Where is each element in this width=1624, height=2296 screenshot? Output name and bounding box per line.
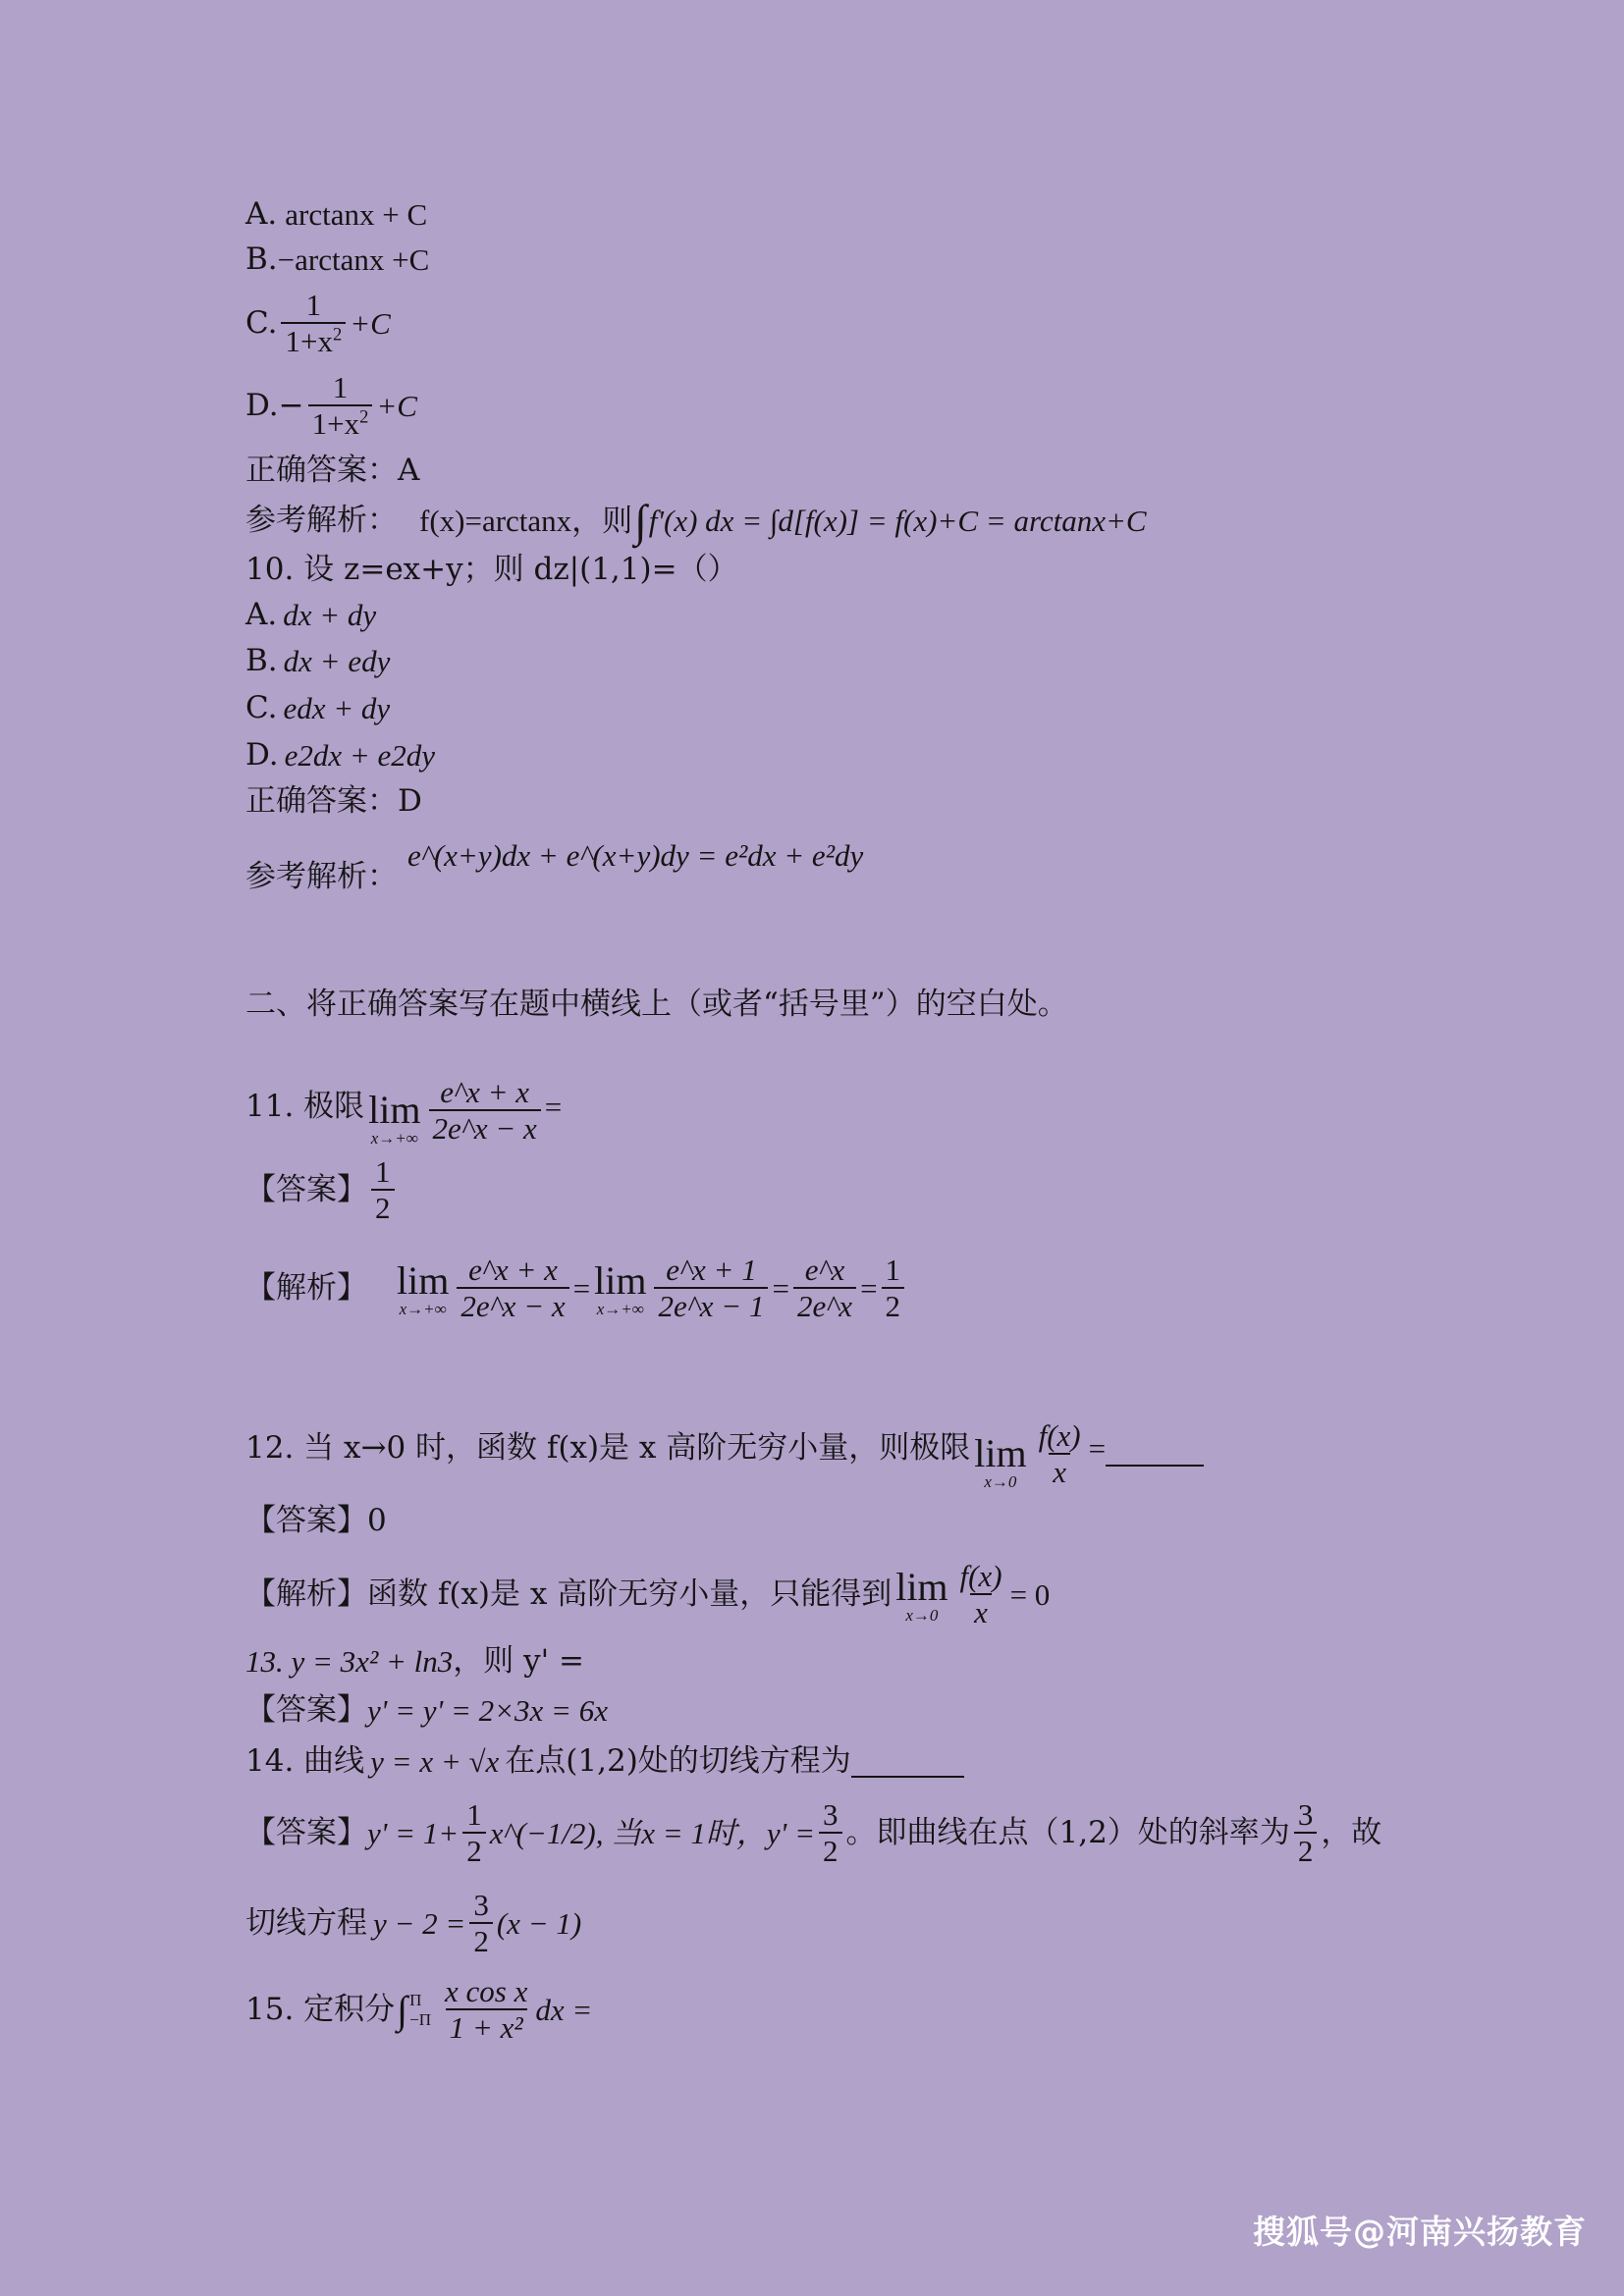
limit	[397, 1257, 450, 1318]
fraction-numerator: f(x)	[959, 1559, 1002, 1594]
fraction-numerator: x cos x	[445, 1974, 528, 2009]
option-text: dx + dy	[283, 598, 377, 633]
limit	[368, 1088, 421, 1148]
q12-stem	[245, 1343, 1424, 1490]
analysis-text: 【解析】函数 f(x)是 x 高阶无穷小量，只能得到	[245, 1576, 893, 1613]
option-prefix: C.	[245, 305, 278, 342]
lim-subscript: x→+∞	[399, 1299, 447, 1318]
fraction-numerator: 3	[473, 1888, 489, 1923]
equals-sign: =	[572, 1271, 591, 1307]
analysis-text: f(x)=arctanx，则	[419, 504, 633, 539]
option-prefix: A.	[245, 597, 278, 633]
fraction	[956, 1560, 1006, 1630]
q10-option-a	[245, 593, 1424, 638]
lim-word: lim	[368, 1088, 421, 1132]
fraction-denominator: 1 + x²	[446, 2008, 527, 2046]
fraction-denominator: $1+x^2$	[281, 322, 346, 359]
fraction-numerator: 1	[466, 1797, 482, 1833]
fraction-numerator: f(x)	[1038, 1418, 1081, 1454]
section-title: 二、将正确答案写在题中横线上（或者“括号里”）的空白处。	[245, 987, 1068, 1023]
fraction-numerator: e^x + 1	[666, 1253, 757, 1288]
denominator-text: 1+x	[311, 406, 360, 442]
fraction	[462, 1798, 486, 1869]
q10-option-c	[245, 685, 1424, 732]
answer-blank	[851, 1746, 964, 1778]
answer-math: y − 2 =	[373, 1906, 466, 1942]
fraction-numerator: 1	[305, 288, 322, 323]
fraction-denominator: 2e^x − 1	[654, 1287, 768, 1324]
fraction-numerator: e^x + x	[440, 1075, 530, 1110]
watermark: 搜狐号@河南兴扬教育	[1253, 2213, 1587, 2251]
denominator-text: 1+x	[285, 324, 333, 359]
lim-subscript: x→+∞	[370, 1129, 418, 1148]
q12-analysis	[245, 1553, 1424, 1637]
fraction	[469, 1889, 493, 1959]
answer-text: 。即曲线在点（1,2）处的斜率为	[845, 1815, 1290, 1851]
fraction	[441, 1975, 531, 2046]
answer-math: y' = y' = 2×3x = 6x	[367, 1693, 608, 1729]
fraction	[793, 1254, 856, 1324]
answer-label: 【答案】	[245, 1815, 367, 1851]
section-heading	[245, 895, 1424, 1029]
q10-answer	[245, 779, 1424, 825]
fraction	[457, 1254, 568, 1324]
limit	[594, 1257, 647, 1318]
equals-sign: =	[772, 1271, 789, 1307]
fraction	[1035, 1419, 1085, 1490]
lim-subscript: x→+∞	[596, 1299, 644, 1318]
q9-analysis	[245, 495, 1424, 548]
option-prefix: A.	[245, 196, 278, 233]
analysis-math: e^(x+y)dx + e^(x+y)dy = e²dx + e²dy	[407, 838, 864, 874]
integral-sign: ∫	[397, 1988, 408, 2032]
q11-answer	[245, 1147, 1424, 1235]
question-math: 13. y = 3x² + ln3	[245, 1644, 454, 1680]
equals-sign: =	[860, 1271, 878, 1307]
lim-subscript: x→0	[905, 1605, 939, 1625]
q12-answer	[245, 1490, 1424, 1553]
answer-label: 【答案】	[245, 1692, 367, 1729]
option-tail: +C	[350, 306, 391, 342]
q14-answer-line2	[245, 1879, 1424, 1969]
q9-answer	[245, 448, 1424, 495]
answer-text: 切线方程	[245, 1905, 367, 1942]
fraction-denominator: 2	[819, 1832, 842, 1869]
analysis-math: f'(x) dx = ∫d[f(x)] = f(x)+C = arctanx+C	[648, 504, 1147, 539]
lower-limit: −Π	[409, 2010, 431, 2029]
q10-option-b	[245, 638, 1424, 685]
option-prefix: B.	[245, 241, 278, 278]
fraction-numerator: 1	[332, 370, 349, 405]
analysis-tail: = 0	[1009, 1577, 1051, 1613]
q9-option-a	[245, 192, 1424, 238]
analysis-label: 参考解析：	[245, 859, 398, 895]
question-tail: 在点(1,2)处的切线方程为	[505, 1743, 851, 1780]
fraction	[281, 289, 346, 359]
answer-math: y' = 1+	[367, 1816, 460, 1851]
fraction-denominator: 2	[1294, 1832, 1318, 1869]
answer-text: ，故	[1321, 1815, 1382, 1851]
option-text: −arctanx +C	[277, 242, 430, 278]
answer-blank	[1106, 1435, 1204, 1467]
q10-option-d	[245, 732, 1424, 779]
answer-math: x^(−1/2), 当x = 1时，y' =	[489, 1816, 815, 1851]
fraction-denominator: 2	[469, 1922, 493, 1959]
option-prefix: D.−	[245, 388, 304, 424]
q13-stem	[245, 1637, 1424, 1686]
q9-option-c	[245, 283, 1424, 365]
q14-stem	[245, 1735, 1424, 1789]
lim-word: lim	[397, 1257, 450, 1303]
q10-stem	[245, 548, 1424, 593]
lim-word: lim	[895, 1564, 948, 1609]
fraction-denominator: $1+x^2$	[308, 404, 373, 442]
option-text: arctanx + C	[285, 197, 428, 233]
option-text: edx + dy	[283, 691, 391, 726]
document-page	[245, 192, 1424, 2052]
fraction-denominator: x	[970, 1593, 992, 1630]
answer-text: 【答案】0	[245, 1503, 387, 1539]
fraction	[1294, 1798, 1318, 1869]
q9-option-d	[245, 365, 1424, 448]
answer-label: 【答案】	[245, 1172, 367, 1208]
integral-sign: ∫	[634, 496, 647, 546]
question-tail: ，则 y' =	[453, 1643, 584, 1680]
fraction-denominator: 2	[882, 1287, 905, 1324]
q9-option-b	[245, 238, 1424, 283]
fraction	[308, 371, 373, 442]
fraction	[819, 1798, 842, 1869]
fraction-numerator: 1	[885, 1253, 901, 1288]
q11-analysis	[245, 1235, 1424, 1343]
equals-sign: =	[1088, 1431, 1107, 1467]
question-math: y = x + √x	[370, 1744, 500, 1780]
option-prefix: C.	[245, 690, 278, 726]
q14-answer	[245, 1789, 1424, 1879]
option-prefix: B.	[245, 643, 278, 679]
fraction-numerator: 3	[1297, 1797, 1314, 1833]
analysis-label: 参考解析：	[245, 503, 398, 539]
question-tail: dx =	[535, 1993, 593, 2028]
fraction-denominator: 2e^x − x	[429, 1109, 541, 1147]
equals-sign: =	[544, 1090, 563, 1125]
option-text: e2dx + e2dy	[284, 738, 436, 774]
integral-limits	[409, 1991, 431, 2031]
question-stem: 10. 设 z=ex+y；则 dz|(1,1)=（）	[245, 552, 738, 588]
question-prefix: 14. 曲线	[245, 1743, 365, 1780]
lim-subscript: x→0	[984, 1472, 1017, 1491]
q11-stem	[245, 1029, 1424, 1147]
question-stem: 12. 当 x→0 时，函数 f(x)是 x 高阶无穷小量，则极限	[245, 1430, 971, 1467]
fraction-numerator: 1	[375, 1154, 391, 1190]
option-prefix: D.	[245, 737, 279, 774]
fraction-numerator: e^x + x	[468, 1253, 558, 1288]
limit	[974, 1431, 1027, 1491]
answer-text: 正确答案：D	[245, 783, 422, 820]
answer-math: (x − 1)	[496, 1906, 582, 1942]
option-text: dx + edy	[283, 644, 391, 679]
upper-limit: Π	[409, 1990, 422, 2009]
fraction-denominator: 2	[462, 1832, 486, 1869]
fraction	[429, 1076, 541, 1147]
option-tail: +C	[376, 389, 417, 424]
analysis-label: 【解析】	[245, 1270, 367, 1307]
question-stem: 11. 极限	[245, 1089, 365, 1125]
fraction-numerator: 3	[823, 1797, 839, 1833]
limit	[895, 1564, 948, 1625]
q15-stem	[245, 1969, 1424, 2052]
answer-text: 正确答案：A	[245, 453, 420, 489]
fraction	[882, 1254, 905, 1324]
fraction-denominator: x	[1049, 1453, 1070, 1490]
question-stem: 15. 定积分	[245, 1992, 396, 2028]
q10-analysis	[245, 825, 1424, 895]
fraction-denominator: 2	[371, 1189, 395, 1226]
fraction	[654, 1254, 768, 1324]
fraction	[371, 1155, 395, 1226]
fraction-denominator: 2e^x	[793, 1287, 856, 1324]
lim-word: lim	[594, 1257, 647, 1303]
q13-answer	[245, 1686, 1424, 1735]
lim-word: lim	[974, 1431, 1027, 1475]
fraction-numerator: e^x	[804, 1253, 845, 1288]
fraction-denominator: 2e^x − x	[457, 1287, 568, 1324]
